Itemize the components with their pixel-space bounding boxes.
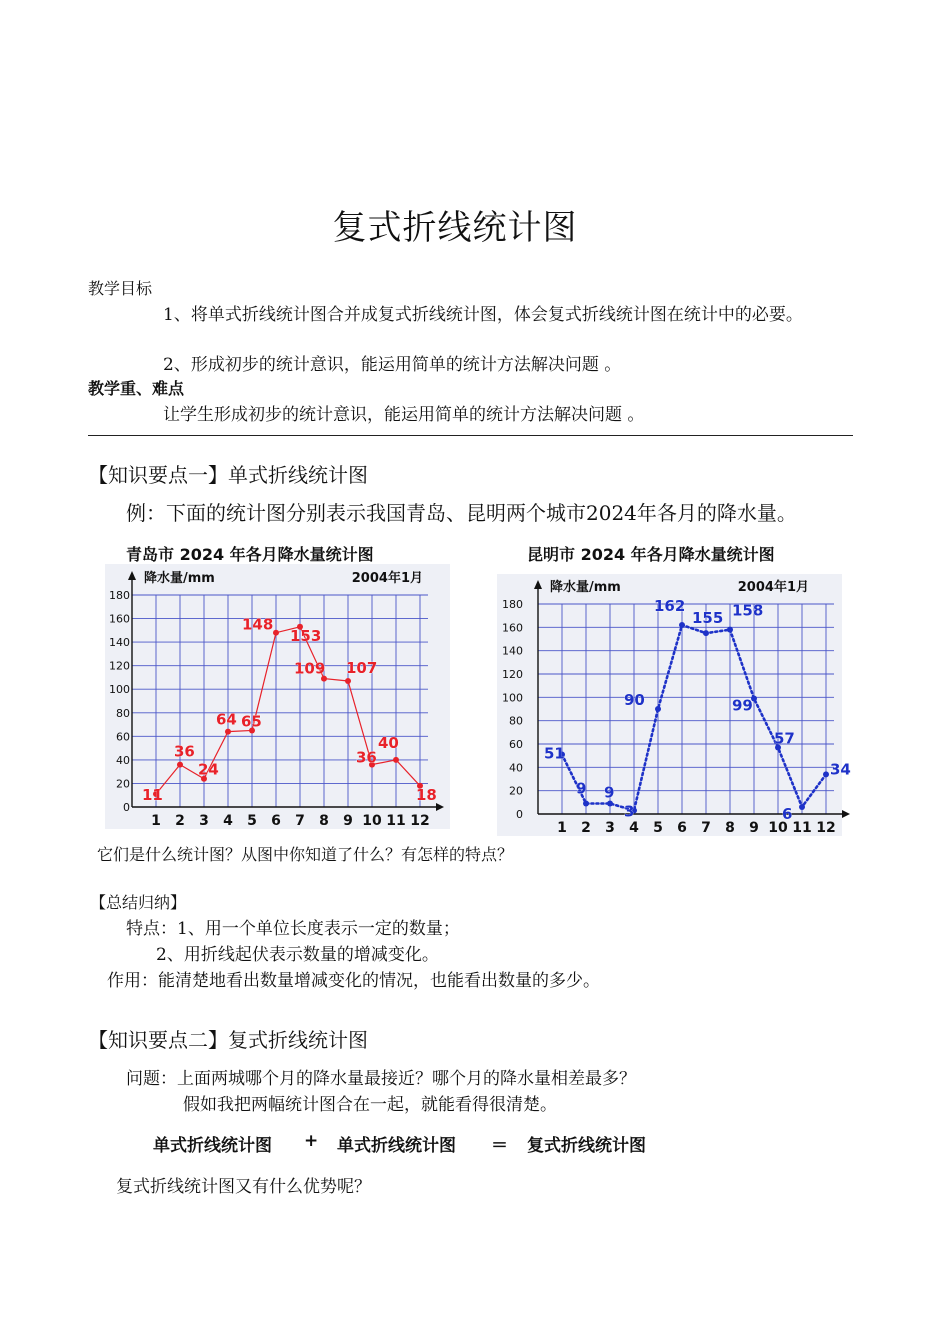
- x-tick-label: 2: [581, 820, 591, 836]
- feature-2: 2、用折线起伏表示数量的增减变化。: [156, 945, 439, 965]
- data-label: 9: [576, 779, 587, 798]
- x-tick-label: 7: [295, 813, 305, 829]
- x-tick-label: 10: [768, 820, 788, 836]
- x-axis-arrow: [842, 810, 850, 818]
- y-tick-label: 180: [502, 598, 523, 611]
- x-tick-label: 5: [247, 813, 257, 829]
- data-label: 65: [241, 712, 262, 731]
- y-tick-label: 80: [509, 714, 523, 728]
- data-label: 18: [416, 785, 437, 804]
- objective-2: 2、形成初步的统计意识，能运用简单的统计方法解决问题 。: [163, 355, 622, 375]
- equation-term-a: 单式折线统计图: [153, 1136, 272, 1156]
- data-point: [679, 622, 685, 628]
- equation-equals: ＝: [491, 1136, 508, 1156]
- data-point: [345, 678, 351, 684]
- kunming-rainfall-chart: [497, 574, 851, 836]
- data-label: 107: [346, 658, 378, 677]
- y-tick-label: 140: [109, 636, 130, 650]
- example-text: 例：下面的统计图分别表示我国青岛、昆明两个城市2024年各月的降水量。: [126, 501, 797, 525]
- data-point: [177, 762, 183, 768]
- data-label: 153: [290, 626, 322, 645]
- y-tick-label: 160: [502, 621, 523, 635]
- x-tick-label: 10: [362, 813, 382, 829]
- objective-1: 1、将单式折线统计图合并成复式折线统计图，体会复式折线统计图在统计中的必要。: [163, 305, 803, 325]
- data-point: [655, 706, 661, 712]
- data-point: [225, 729, 231, 735]
- equation-result: 复式折线统计图: [527, 1136, 646, 1156]
- kunming-chart-caption: 昆明市 2024 年各月降水量统计图: [527, 545, 775, 564]
- y-tick-label: 20: [116, 777, 130, 791]
- data-label: 99: [732, 696, 753, 715]
- summary-heading: 【总结归纳】: [90, 893, 187, 912]
- y-axis-title: 降水量/mm: [144, 571, 215, 586]
- chart-date-label: 2004年1月: [351, 571, 423, 586]
- data-label: 34: [830, 760, 851, 779]
- problem-1: 问题：上面两城哪个月的降水量最接近？哪个月的降水量相差最多？: [126, 1069, 636, 1089]
- y-tick-label: 0: [516, 808, 523, 821]
- y-tick-label: 60: [509, 738, 523, 751]
- x-tick-label: 9: [343, 813, 353, 829]
- y-tick-label: 40: [509, 761, 523, 775]
- data-label: 36: [174, 742, 195, 761]
- y-tick-label: 80: [116, 706, 130, 720]
- x-tick-label: 3: [605, 820, 615, 836]
- y-tick-label: 180: [109, 589, 130, 602]
- x-tick-label: 4: [629, 820, 639, 836]
- x-tick-label: 12: [410, 813, 430, 829]
- data-label: 9: [604, 783, 615, 802]
- section1-heading: 【知识要点一】单式折线统计图: [88, 463, 368, 487]
- data-label: 6: [782, 805, 793, 823]
- x-tick-label: 1: [557, 820, 567, 836]
- y-tick-label: 60: [116, 730, 130, 744]
- data-point: [273, 630, 279, 636]
- x-tick-label: 11: [386, 813, 406, 829]
- x-tick-label: 11: [792, 820, 812, 836]
- data-label: 24: [198, 760, 219, 779]
- y-tick-label: 160: [109, 612, 130, 626]
- data-label: 162: [654, 597, 686, 615]
- y-tick-label: 100: [109, 683, 130, 697]
- data-label: 51: [544, 744, 565, 763]
- data-label: 90: [624, 691, 645, 709]
- section-divider: [88, 435, 853, 436]
- x-tick-label: 2: [175, 813, 185, 829]
- usage-text: 作用：能清楚地看出数量增减变化的情况，也能看出数量的多少。: [107, 971, 600, 991]
- equation-term-b: 单式折线统计图: [337, 1136, 456, 1156]
- equation-plus: +: [304, 1131, 319, 1151]
- x-tick-label: 1: [151, 813, 161, 829]
- feature-1: 特点：1、用一个单位长度表示一定的数量；: [126, 919, 460, 939]
- qingdao-chart-caption: 青岛市 2024 年各月降水量统计图: [126, 545, 374, 564]
- data-point: [393, 757, 399, 763]
- chart-question: 它们是什么统计图？从图中你知道了什么？有怎样的特点？: [97, 845, 514, 864]
- y-tick-label: 100: [502, 691, 523, 705]
- keypoints-heading: 教学重、难点: [88, 379, 185, 398]
- qingdao-rainfall-chart: [105, 564, 450, 829]
- x-tick-label: 6: [271, 813, 281, 829]
- y-tick-label: 140: [502, 644, 523, 658]
- data-label: 11: [142, 786, 163, 805]
- data-label: 109: [294, 659, 326, 678]
- x-tick-label: 6: [677, 820, 687, 836]
- page-title: 复式折线统计图: [332, 208, 578, 248]
- x-tick-label: 9: [749, 820, 759, 836]
- y-axis-title: 降水量/mm: [550, 580, 621, 595]
- y-tick-label: 0: [123, 801, 130, 814]
- x-tick-label: 8: [725, 820, 735, 836]
- objectives-heading: 教学目标: [88, 279, 153, 298]
- y-tick-label: 120: [502, 668, 523, 681]
- data-label: 148: [242, 615, 274, 634]
- data-label: 158: [732, 601, 764, 620]
- x-tick-label: 4: [223, 813, 233, 829]
- data-label: 155: [692, 609, 724, 628]
- data-point: [703, 630, 709, 636]
- chart-date-label: 2004年1月: [737, 580, 809, 595]
- data-point: [583, 801, 589, 807]
- problem-2: 假如我把两幅统计图合在一起，就能看得很清楚。: [183, 1095, 557, 1115]
- data-point: [823, 771, 829, 777]
- data-point: [727, 627, 733, 633]
- data-point: [799, 804, 805, 810]
- data-label: 57: [774, 729, 795, 748]
- y-tick-label: 120: [109, 659, 130, 673]
- data-label: 36: [356, 748, 377, 767]
- keypoints-text: 让学生形成初步的统计意识，能运用简单的统计方法解决问题 。: [163, 405, 645, 425]
- advantage-question: 复式折线统计图又有什么优势呢？: [116, 1177, 371, 1197]
- x-tick-label: 8: [319, 813, 329, 829]
- data-label: 40: [378, 733, 399, 752]
- data-label: 64: [216, 710, 237, 729]
- x-tick-label: 3: [199, 813, 209, 829]
- x-tick-label: 12: [816, 820, 836, 836]
- y-tick-label: 40: [116, 753, 130, 767]
- x-tick-label: 5: [653, 820, 663, 836]
- y-tick-label: 20: [509, 784, 523, 798]
- section2-heading: 【知识要点二】复式折线统计图: [88, 1028, 368, 1052]
- x-tick-label: 7: [701, 820, 711, 836]
- data-label: 3: [624, 802, 635, 821]
